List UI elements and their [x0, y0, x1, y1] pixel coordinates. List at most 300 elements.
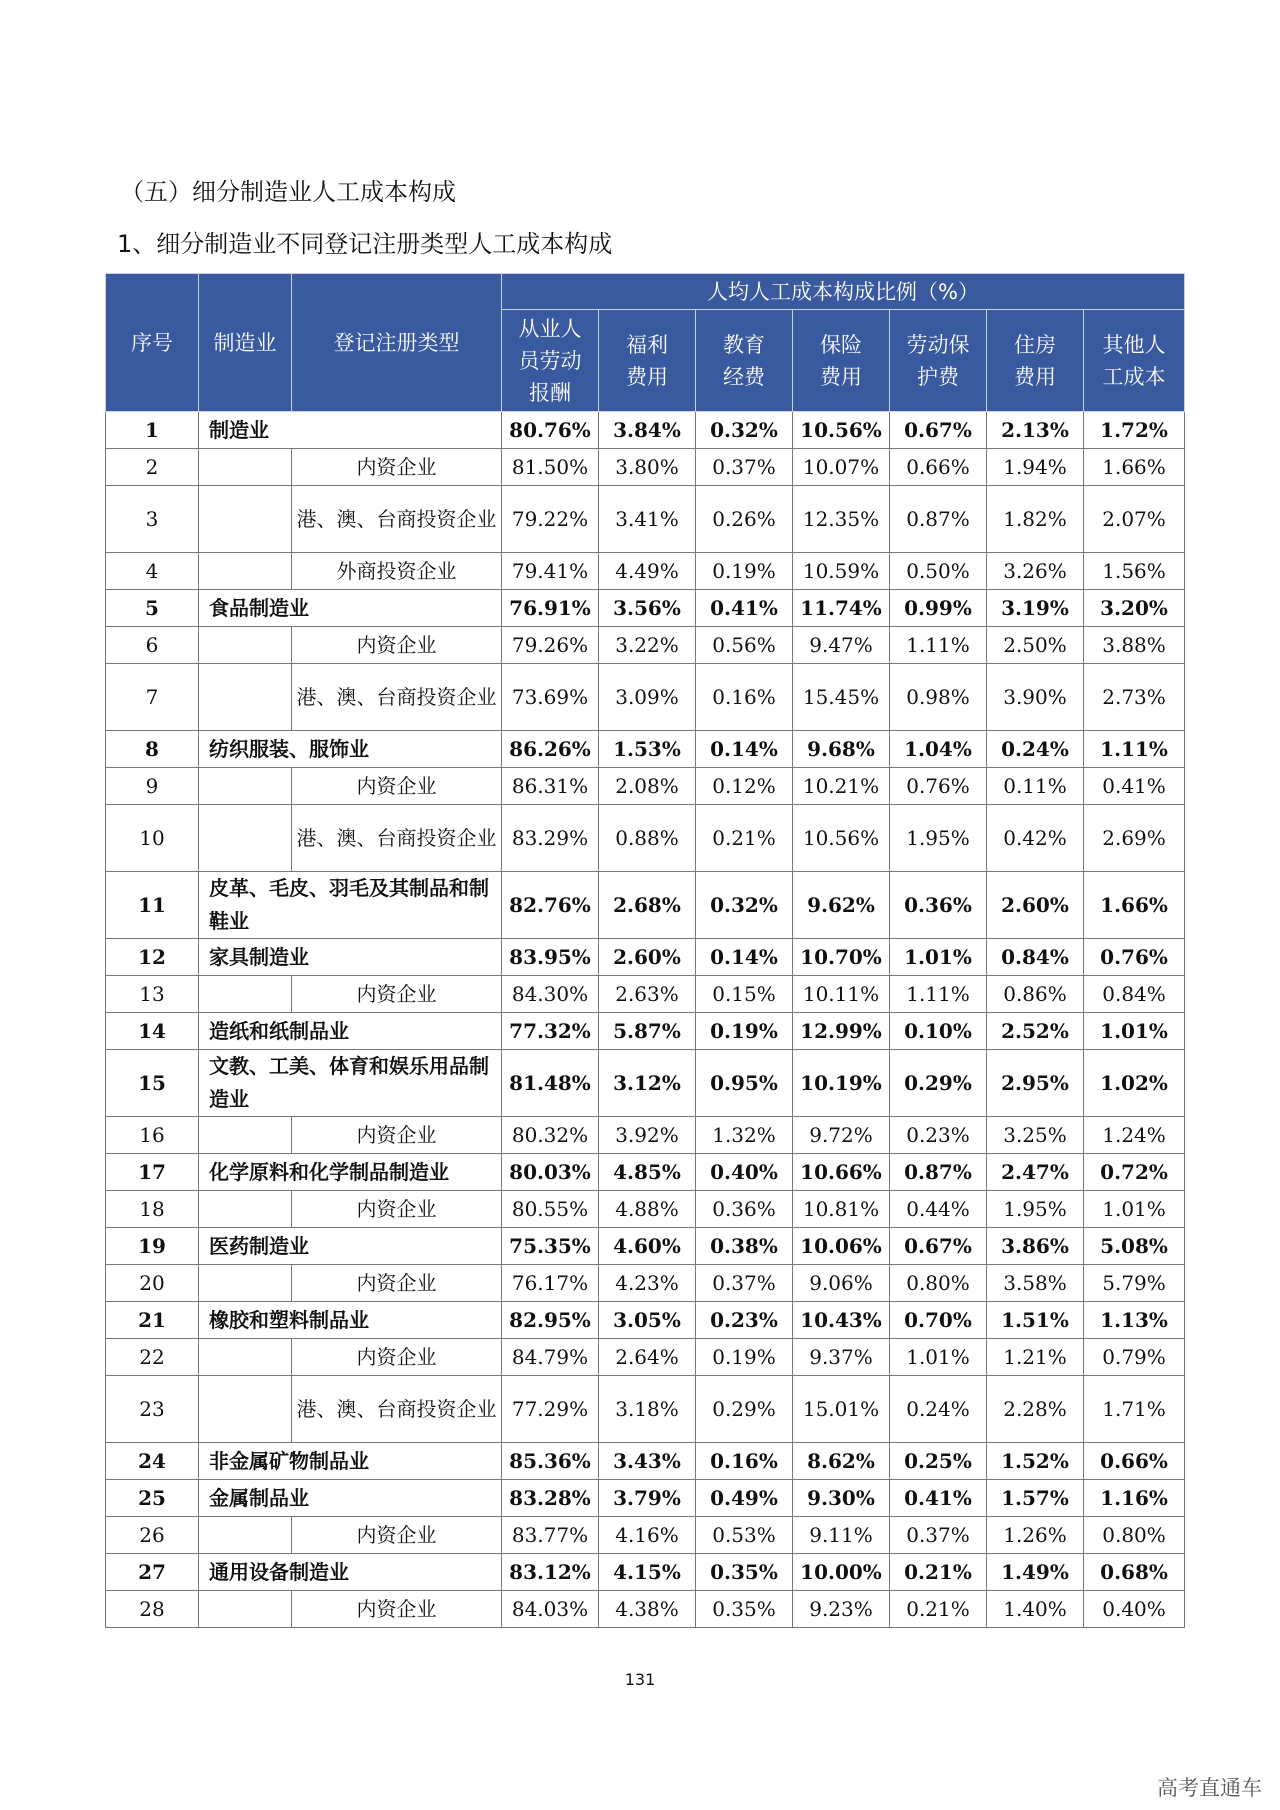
seq-cell: 3 [106, 486, 199, 553]
value-cell: 8.62% [793, 1443, 890, 1480]
header-col-line: 福利 [626, 332, 668, 357]
value-cell: 0.11% [987, 768, 1084, 805]
value-cell: 0.50% [890, 553, 987, 590]
value-cell: 1.49% [987, 1554, 1084, 1591]
value-cell: 80.76% [502, 412, 599, 449]
value-cell: 2.08% [599, 768, 696, 805]
value-cell: 0.24% [987, 731, 1084, 768]
industry-cell: 金属制品业 [199, 1480, 502, 1517]
section-heading: （五）细分制造业人工成本构成 [120, 178, 456, 206]
value-cell: 76.91% [502, 590, 599, 627]
value-cell: 73.69% [502, 664, 599, 731]
value-cell: 86.31% [502, 768, 599, 805]
value-cell: 83.77% [502, 1517, 599, 1554]
header-col-line: 报酬 [529, 380, 571, 405]
seq-cell: 8 [106, 731, 199, 768]
value-cell: 0.35% [696, 1591, 793, 1628]
value-cell: 1.24% [1084, 1117, 1185, 1154]
value-cell: 2.28% [987, 1376, 1084, 1443]
value-cell: 1.01% [1084, 1013, 1185, 1050]
value-cell: 10.06% [793, 1228, 890, 1265]
header-reg-type: 登记注册类型 [292, 274, 502, 412]
value-cell: 0.23% [890, 1117, 987, 1154]
value-cell: 83.28% [502, 1480, 599, 1517]
value-cell: 0.38% [696, 1228, 793, 1265]
seq-cell: 5 [106, 590, 199, 627]
value-cell: 2.69% [1084, 805, 1185, 872]
value-cell: 10.56% [793, 412, 890, 449]
value-cell: 10.66% [793, 1154, 890, 1191]
value-cell: 0.72% [1084, 1154, 1185, 1191]
industry-cell: 造纸和纸制品业 [199, 1013, 502, 1050]
industry-cell: 家具制造业 [199, 939, 502, 976]
industry-cell [199, 627, 292, 664]
value-cell: 3.86% [987, 1228, 1084, 1265]
seq-cell: 9 [106, 768, 199, 805]
reg-type-cell: 内资企业 [292, 449, 502, 486]
value-cell: 1.26% [987, 1517, 1084, 1554]
value-cell: 4.60% [599, 1228, 696, 1265]
header-col-line: 员劳动 [518, 348, 582, 373]
value-cell: 0.44% [890, 1191, 987, 1228]
header-col-line: 费用 [626, 364, 668, 389]
value-cell: 0.87% [890, 1154, 987, 1191]
value-cell: 4.16% [599, 1517, 696, 1554]
industry-cell [199, 449, 292, 486]
seq-cell: 23 [106, 1376, 199, 1443]
industry-cell: 皮革、毛皮、羽毛及其制品和制鞋业 [199, 872, 502, 939]
value-cell: 0.36% [696, 1191, 793, 1228]
value-cell: 0.29% [696, 1376, 793, 1443]
seq-cell: 27 [106, 1554, 199, 1591]
table-row [106, 976, 1185, 1013]
value-cell: 1.66% [1084, 449, 1185, 486]
value-cell: 0.76% [1084, 939, 1185, 976]
value-cell: 84.79% [502, 1339, 599, 1376]
header-industry: 制造业 [199, 274, 292, 412]
seq-cell: 22 [106, 1339, 199, 1376]
reg-type-cell: 港、澳、台商投资企业 [292, 664, 502, 731]
value-cell: 0.80% [890, 1265, 987, 1302]
table-row [106, 1554, 1185, 1591]
value-cell: 5.79% [1084, 1265, 1185, 1302]
value-cell: 3.22% [599, 627, 696, 664]
seq-cell: 20 [106, 1265, 199, 1302]
value-cell: 9.30% [793, 1480, 890, 1517]
value-cell: 0.37% [890, 1517, 987, 1554]
value-cell: 3.20% [1084, 590, 1185, 627]
table-row [106, 664, 1185, 731]
reg-type-cell: 内资企业 [292, 1191, 502, 1228]
value-cell: 80.32% [502, 1117, 599, 1154]
table-row [106, 486, 1185, 553]
reg-type-cell: 外商投资企业 [292, 553, 502, 590]
header-col-line: 教育 [723, 332, 765, 357]
value-cell: 0.12% [696, 768, 793, 805]
value-cell: 1.13% [1084, 1302, 1185, 1339]
header-col-3 [696, 310, 793, 412]
value-cell: 0.67% [890, 1228, 987, 1265]
value-cell: 77.29% [502, 1376, 599, 1443]
header-col-line: 护费 [917, 364, 959, 389]
value-cell: 10.43% [793, 1302, 890, 1339]
value-cell: 1.01% [890, 939, 987, 976]
table-row [106, 1191, 1185, 1228]
value-cell: 83.12% [502, 1554, 599, 1591]
value-cell: 10.07% [793, 449, 890, 486]
value-cell: 3.90% [987, 664, 1084, 731]
value-cell: 10.21% [793, 768, 890, 805]
sub-heading: 1、细分制造业不同登记注册类型人工成本构成 [117, 230, 613, 258]
value-cell: 0.36% [890, 872, 987, 939]
value-cell: 0.76% [890, 768, 987, 805]
value-cell: 81.48% [502, 1050, 599, 1117]
seq-cell: 17 [106, 1154, 199, 1191]
value-cell: 1.82% [987, 486, 1084, 553]
value-cell: 15.45% [793, 664, 890, 731]
value-cell: 2.13% [987, 412, 1084, 449]
value-cell: 2.63% [599, 976, 696, 1013]
industry-cell: 医药制造业 [199, 1228, 502, 1265]
value-cell: 1.04% [890, 731, 987, 768]
seq-cell: 14 [106, 1013, 199, 1050]
table-row [106, 1339, 1185, 1376]
seq-cell: 16 [106, 1117, 199, 1154]
table-row [106, 1265, 1185, 1302]
value-cell: 12.35% [793, 486, 890, 553]
value-cell: 9.72% [793, 1117, 890, 1154]
header-col-line: 从业人 [518, 316, 582, 341]
value-cell: 3.05% [599, 1302, 696, 1339]
value-cell: 9.06% [793, 1265, 890, 1302]
value-cell: 0.53% [696, 1517, 793, 1554]
table-row [106, 412, 1185, 449]
value-cell: 3.12% [599, 1050, 696, 1117]
value-cell: 2.47% [987, 1154, 1084, 1191]
value-cell: 9.68% [793, 731, 890, 768]
value-cell: 0.95% [696, 1050, 793, 1117]
header-col-7 [1084, 310, 1185, 412]
header-col-line: 保险 [820, 332, 862, 357]
value-cell: 1.21% [987, 1339, 1084, 1376]
value-cell: 0.40% [1084, 1591, 1185, 1628]
value-cell: 0.15% [696, 976, 793, 1013]
reg-type-cell: 港、澳、台商投资企业 [292, 1376, 502, 1443]
value-cell: 1.94% [987, 449, 1084, 486]
value-cell: 0.84% [987, 939, 1084, 976]
industry-cell: 非金属矿物制品业 [199, 1443, 502, 1480]
table-row [106, 1591, 1185, 1628]
value-cell: 0.29% [890, 1050, 987, 1117]
value-cell: 0.41% [890, 1480, 987, 1517]
value-cell: 0.49% [696, 1480, 793, 1517]
value-cell: 0.88% [599, 805, 696, 872]
value-cell: 2.50% [987, 627, 1084, 664]
header-col-4 [793, 310, 890, 412]
value-cell: 3.26% [987, 553, 1084, 590]
value-cell: 0.99% [890, 590, 987, 627]
table-row [106, 731, 1185, 768]
value-cell: 0.79% [1084, 1339, 1185, 1376]
header-col-line: 经费 [723, 364, 765, 389]
value-cell: 2.95% [987, 1050, 1084, 1117]
value-cell: 1.11% [890, 627, 987, 664]
industry-cell [199, 805, 292, 872]
industry-cell: 食品制造业 [199, 590, 502, 627]
value-cell: 10.56% [793, 805, 890, 872]
value-cell: 1.01% [890, 1339, 987, 1376]
value-cell: 79.26% [502, 627, 599, 664]
table-row [106, 1480, 1185, 1517]
value-cell: 0.68% [1084, 1554, 1185, 1591]
table-row [106, 553, 1185, 590]
value-cell: 4.85% [599, 1154, 696, 1191]
industry-cell [199, 1265, 292, 1302]
header-col-line: 费用 [1014, 364, 1056, 389]
header-col-line: 费用 [820, 364, 862, 389]
value-cell: 86.26% [502, 731, 599, 768]
value-cell: 2.64% [599, 1339, 696, 1376]
reg-type-cell: 内资企业 [292, 1339, 502, 1376]
table-row [106, 1154, 1185, 1191]
seq-cell: 2 [106, 449, 199, 486]
seq-cell: 1 [106, 412, 199, 449]
value-cell: 0.80% [1084, 1517, 1185, 1554]
header-col-2 [599, 310, 696, 412]
header-col-1 [502, 310, 599, 412]
industry-cell: 橡胶和塑料制品业 [199, 1302, 502, 1339]
seq-cell: 15 [106, 1050, 199, 1117]
reg-type-cell: 内资企业 [292, 1591, 502, 1628]
value-cell: 0.25% [890, 1443, 987, 1480]
value-cell: 3.09% [599, 664, 696, 731]
industry-cell: 纺织服装、服饰业 [199, 731, 502, 768]
seq-cell: 4 [106, 553, 199, 590]
table-row [106, 1443, 1185, 1480]
value-cell: 1.95% [890, 805, 987, 872]
value-cell: 3.92% [599, 1117, 696, 1154]
table-row [106, 1013, 1185, 1050]
value-cell: 83.95% [502, 939, 599, 976]
watermark: 高考直通车 [1157, 1776, 1262, 1800]
value-cell: 0.40% [696, 1154, 793, 1191]
table-row [106, 1228, 1185, 1265]
value-cell: 0.67% [890, 412, 987, 449]
seq-cell: 26 [106, 1517, 199, 1554]
value-cell: 9.11% [793, 1517, 890, 1554]
seq-cell: 18 [106, 1191, 199, 1228]
value-cell: 1.53% [599, 731, 696, 768]
value-cell: 9.47% [793, 627, 890, 664]
table-row [106, 1302, 1185, 1339]
value-cell: 0.19% [696, 1339, 793, 1376]
table-row [106, 1117, 1185, 1154]
industry-cell [199, 553, 292, 590]
industry-cell [199, 1117, 292, 1154]
value-cell: 77.32% [502, 1013, 599, 1050]
industry-cell [199, 486, 292, 553]
labor-cost-table [105, 273, 1185, 1628]
industry-cell [199, 1376, 292, 1443]
industry-cell [199, 664, 292, 731]
value-cell: 0.19% [696, 553, 793, 590]
industry-cell: 文教、工美、体育和娱乐用品制造业 [199, 1050, 502, 1117]
reg-type-cell: 内资企业 [292, 768, 502, 805]
value-cell: 82.95% [502, 1302, 599, 1339]
value-cell: 0.86% [987, 976, 1084, 1013]
value-cell: 84.30% [502, 976, 599, 1013]
value-cell: 80.55% [502, 1191, 599, 1228]
industry-cell [199, 1339, 292, 1376]
header-col-5 [890, 310, 987, 412]
value-cell: 0.56% [696, 627, 793, 664]
value-cell: 1.11% [1084, 731, 1185, 768]
value-cell: 10.70% [793, 939, 890, 976]
table-row [106, 1050, 1185, 1117]
value-cell: 80.03% [502, 1154, 599, 1191]
value-cell: 82.76% [502, 872, 599, 939]
table-row [106, 449, 1185, 486]
value-cell: 3.43% [599, 1443, 696, 1480]
value-cell: 4.38% [599, 1591, 696, 1628]
value-cell: 3.79% [599, 1480, 696, 1517]
value-cell: 0.26% [696, 486, 793, 553]
value-cell: 12.99% [793, 1013, 890, 1050]
table-row [106, 805, 1185, 872]
seq-cell: 10 [106, 805, 199, 872]
table-row [106, 872, 1185, 939]
value-cell: 0.21% [890, 1591, 987, 1628]
value-cell: 0.98% [890, 664, 987, 731]
value-cell: 3.41% [599, 486, 696, 553]
value-cell: 0.21% [890, 1554, 987, 1591]
table-row [106, 1376, 1185, 1443]
value-cell: 10.11% [793, 976, 890, 1013]
reg-type-cell: 内资企业 [292, 1517, 502, 1554]
value-cell: 1.66% [1084, 872, 1185, 939]
value-cell: 1.16% [1084, 1480, 1185, 1517]
value-cell: 0.70% [890, 1302, 987, 1339]
industry-cell [199, 768, 292, 805]
value-cell: 9.62% [793, 872, 890, 939]
value-cell: 10.81% [793, 1191, 890, 1228]
seq-cell: 12 [106, 939, 199, 976]
value-cell: 0.37% [696, 1265, 793, 1302]
value-cell: 4.88% [599, 1191, 696, 1228]
value-cell: 2.60% [987, 872, 1084, 939]
value-cell: 1.72% [1084, 412, 1185, 449]
value-cell: 1.11% [890, 976, 987, 1013]
seq-cell: 11 [106, 872, 199, 939]
industry-cell [199, 1591, 292, 1628]
reg-type-cell: 内资企业 [292, 1117, 502, 1154]
value-cell: 1.40% [987, 1591, 1084, 1628]
seq-cell: 24 [106, 1443, 199, 1480]
value-cell: 5.08% [1084, 1228, 1185, 1265]
header-seq: 序号 [106, 274, 199, 412]
table-row [106, 768, 1185, 805]
page-number: 131 [624, 1670, 656, 1689]
industry-cell: 制造业 [199, 412, 502, 449]
value-cell: 4.23% [599, 1265, 696, 1302]
value-cell: 0.10% [890, 1013, 987, 1050]
value-cell: 1.02% [1084, 1050, 1185, 1117]
header-col-line: 劳动保 [906, 332, 970, 357]
value-cell: 85.36% [502, 1443, 599, 1480]
seq-cell: 19 [106, 1228, 199, 1265]
value-cell: 9.37% [793, 1339, 890, 1376]
table-row [106, 627, 1185, 664]
value-cell: 75.35% [502, 1228, 599, 1265]
header-group: 人均人工成本构成比例（%） [502, 274, 1185, 310]
value-cell: 0.87% [890, 486, 987, 553]
value-cell: 15.01% [793, 1376, 890, 1443]
value-cell: 0.14% [696, 731, 793, 768]
value-cell: 3.88% [1084, 627, 1185, 664]
value-cell: 0.66% [1084, 1443, 1185, 1480]
reg-type-cell: 内资企业 [292, 1265, 502, 1302]
value-cell: 0.21% [696, 805, 793, 872]
value-cell: 4.49% [599, 553, 696, 590]
value-cell: 11.74% [793, 590, 890, 627]
reg-type-cell: 港、澳、台商投资企业 [292, 805, 502, 872]
value-cell: 0.84% [1084, 976, 1185, 1013]
seq-cell: 7 [106, 664, 199, 731]
value-cell: 0.16% [696, 664, 793, 731]
value-cell: 3.18% [599, 1376, 696, 1443]
value-cell: 1.56% [1084, 553, 1185, 590]
value-cell: 3.56% [599, 590, 696, 627]
value-cell: 0.16% [696, 1443, 793, 1480]
value-cell: 3.84% [599, 412, 696, 449]
value-cell: 4.15% [599, 1554, 696, 1591]
industry-cell: 通用设备制造业 [199, 1554, 502, 1591]
value-cell: 0.32% [696, 872, 793, 939]
value-cell: 1.01% [1084, 1191, 1185, 1228]
reg-type-cell: 港、澳、台商投资企业 [292, 486, 502, 553]
value-cell: 1.52% [987, 1443, 1084, 1480]
header-col-line: 住房 [1014, 332, 1056, 357]
value-cell: 0.23% [696, 1302, 793, 1339]
value-cell: 84.03% [502, 1591, 599, 1628]
reg-type-cell: 内资企业 [292, 976, 502, 1013]
value-cell: 0.32% [696, 412, 793, 449]
value-cell: 0.41% [1084, 768, 1185, 805]
value-cell: 1.57% [987, 1480, 1084, 1517]
value-cell: 10.19% [793, 1050, 890, 1117]
value-cell: 10.59% [793, 553, 890, 590]
value-cell: 83.29% [502, 805, 599, 872]
value-cell: 0.66% [890, 449, 987, 486]
seq-cell: 25 [106, 1480, 199, 1517]
value-cell: 0.19% [696, 1013, 793, 1050]
value-cell: 2.73% [1084, 664, 1185, 731]
header-col-6 [987, 310, 1084, 412]
value-cell: 0.14% [696, 939, 793, 976]
industry-cell [199, 1517, 292, 1554]
value-cell: 0.41% [696, 590, 793, 627]
seq-cell: 28 [106, 1591, 199, 1628]
value-cell: 1.95% [987, 1191, 1084, 1228]
value-cell: 10.00% [793, 1554, 890, 1591]
value-cell: 3.80% [599, 449, 696, 486]
industry-cell: 化学原料和化学制品制造业 [199, 1154, 502, 1191]
value-cell: 2.07% [1084, 486, 1185, 553]
table-row [106, 939, 1185, 976]
value-cell: 9.23% [793, 1591, 890, 1628]
value-cell: 1.51% [987, 1302, 1084, 1339]
table-row [106, 590, 1185, 627]
